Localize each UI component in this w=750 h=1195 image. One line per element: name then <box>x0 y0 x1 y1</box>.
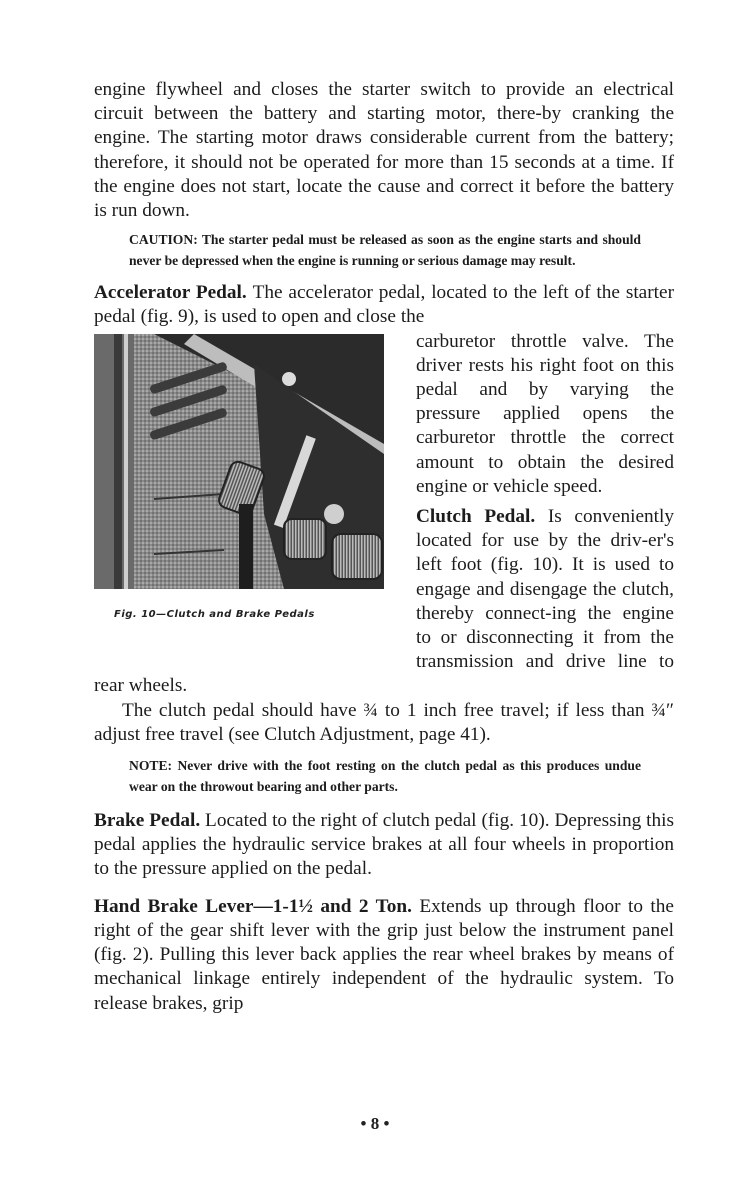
paragraph-accelerator-cont: carburetor throttle valve. The driver rests his right foot on this pedal and by varying the pressure applied opens the carburetor throttle the correct amount to obtain the desired engine or vehicle speed. <box>416 330 674 497</box>
pedals-illustration <box>94 334 384 589</box>
figure-caption: Fig. 10—Clutch and Brake Pedals <box>114 608 315 620</box>
heading-hand-brake-lever: Hand Brake Lever—1-1½ and 2 Ton. <box>94 895 412 917</box>
pedals-section <box>94 281 674 698</box>
text-hand-brake-lever: Extends up through floor to the right of the gear shift lever with the grip just below the instrument panel (fig. 2). Pulling this lever back applies the rear wheel brakes by means of mechanical linkage entirely independent of the hydraulic system. To release brakes, grip <box>94 895 674 1014</box>
paragraph-starter-intro: engine flywheel and closes the starter switch to provide an electrical circuit between the battery and starting motor, there-by cranking the engine. The starting motor draws considerable current from the battery; therefore, it should not be operated for more than 15 seconds at a time. If the engine does not start, locate the cause and correct it before the battery is run down. <box>94 79 674 222</box>
paragraph-brake-pedal <box>94 809 674 882</box>
paragraph-accelerator <box>94 281 674 329</box>
clutch-brake-pedals-photo <box>94 334 384 589</box>
heading-accelerator-pedal: Accelerator Pedal. <box>94 282 247 304</box>
paragraph-clutch-free-travel: The clutch pedal should have ¾ to 1 inch free travel; if less than ¾″ adjust free travel (see Clutch Adjustment, page 41). <box>94 699 674 745</box>
page-number: • 8 • <box>360 1114 390 1133</box>
text-clutch-pedal: Is conveniently located for use by the driv-er's left foot (fig. 10). It is used to engage and disengage the clutch, thereby connect-ing the engine to or disconnecting it from the transmission and drive line to rear wheels. <box>94 506 674 697</box>
heading-clutch-pedal: Clutch Pedal. <box>416 506 536 528</box>
text-brake-pedal: Located to the right of clutch pedal (fig. 10). Depressing this pedal applies the hydraulic service brakes at all four wheels in proportion to the pressure applied on the pedal. <box>94 810 674 880</box>
manual-page <box>94 78 674 1016</box>
paragraph-hand-brake <box>94 895 674 1016</box>
text-accelerator-pedal-1: The accelerator pedal, located to the left of the starter pedal (fig. 9), is used to open and close the <box>94 282 674 328</box>
figure-10 <box>94 334 398 656</box>
caution-note: CAUTION: The starter pedal must be released as soon as the engine starts and should never be depressed when the engine is running or serious damage may result. <box>129 232 641 269</box>
note-clutch: NOTE: Never drive with the foot resting on the clutch pedal as this produces undue wear on the throwout bearing and other parts. <box>129 758 641 795</box>
heading-brake-pedal: Brake Pedal. <box>94 810 201 832</box>
